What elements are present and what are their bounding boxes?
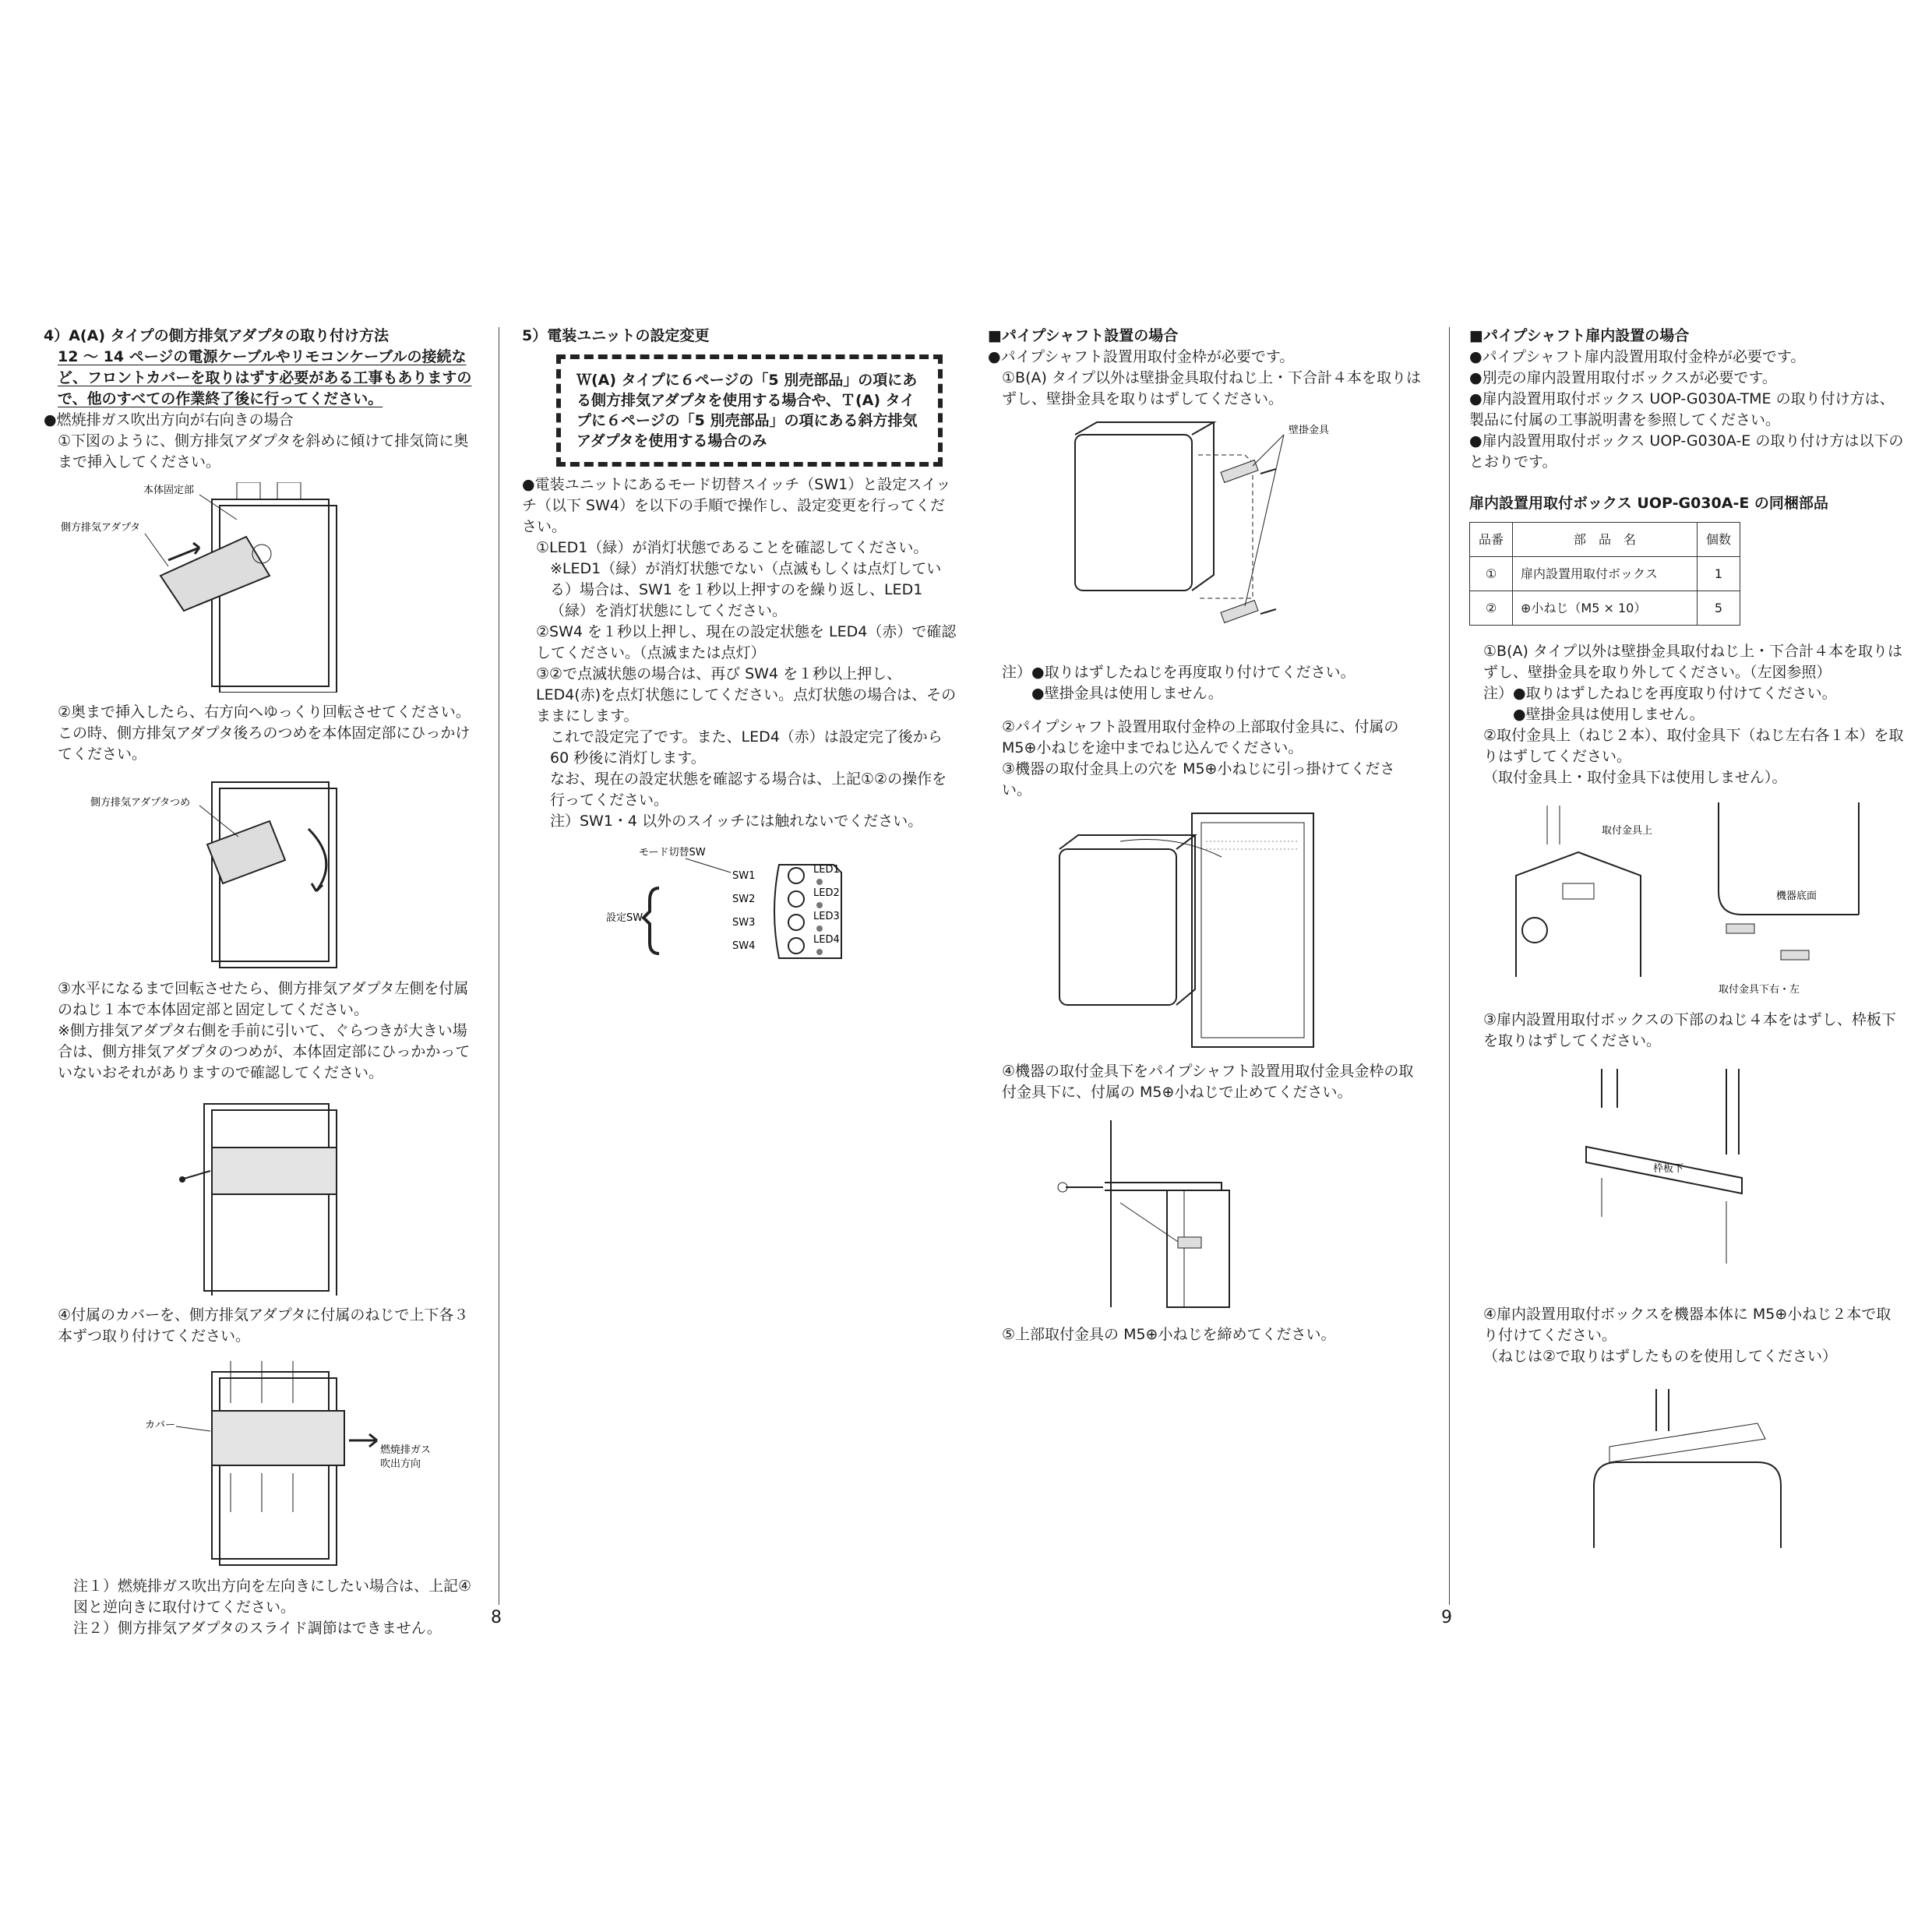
fig4-label-direction: 吹出方向 xyxy=(380,1458,421,1470)
table-header: 品番 xyxy=(1470,523,1513,557)
fig-label-frame-plate: 枠板下 xyxy=(1653,1163,1684,1175)
table-row xyxy=(1470,557,1740,591)
step-4: ④付属のカバーを、側方排気アダプタに付属のねじで上下各３本ずつ取り付けてください。 xyxy=(58,1306,469,1345)
step-2: ②取付金具上（ねじ２本）、取付金具下（ねじ左右各１本）を取りはずしてください。 xyxy=(1483,727,1904,765)
sw3-button xyxy=(788,915,804,930)
led4-label: LED4 xyxy=(813,934,840,946)
step-4-note: （ねじは②で取りはずしたものを使用してください） xyxy=(1483,1348,1838,1365)
para-3: ●扉内設置用取付ボックス UOP-G030A-TME の取り付け方は、製品に付属の工事説明書を参照してください。 xyxy=(1469,390,1895,428)
step-1-note: ※LED1（緑）が消灯状態でない（点滅もしくは点灯している）場合は、SW1 を１秒以上押すのを繰り返し、LED1（緑）を消灯状態にしてください。 xyxy=(550,560,942,619)
para-1: ●パイプシャフト設置用取付金枠が必要です。 xyxy=(988,348,1295,365)
table-cell: ⊕小ねじ（M5 × 10） xyxy=(1513,591,1698,626)
step-1: ①B(A) タイプ以外は壁掛金具取付ねじ上・下合計４本を取りはずし、壁掛金具を取り外してください。（左図参照） xyxy=(1483,643,1902,681)
fig-label-bottom-bracket: 取付金具下右・左 xyxy=(1719,984,1800,996)
sw4-label: SW4 xyxy=(732,940,756,952)
bottom-fix-figure xyxy=(988,1112,1424,1315)
step-1-note-2: ●壁掛金具は使用しません。 xyxy=(1513,706,1705,723)
bracket-remove-figure xyxy=(1469,798,1906,1000)
table-header-row xyxy=(1470,523,1740,557)
switch-led-figure xyxy=(522,841,958,974)
mode-switch-label: モード切替SW xyxy=(639,847,706,858)
fig2-label: 側方排気アダプタつめ xyxy=(90,797,191,809)
sw2-button xyxy=(788,891,804,907)
table-row xyxy=(1470,591,1740,626)
sw1-label: SW1 xyxy=(732,870,756,882)
column-4 xyxy=(1469,326,1906,1565)
table-cell: ② xyxy=(1470,591,1513,626)
note-1: 注）●取りはずしたねじを再度取り付けてください。 xyxy=(1002,664,1356,681)
warning-text: 12 ～ 14 ページの電源ケーブルやリモコンケーブルの接続など、フロントカバーを取りはずす必要がある工事もありますので、他のすべての作業終了後に行ってください。 xyxy=(58,348,472,407)
fig4-label-gas: 燃焼排ガス xyxy=(380,1444,432,1456)
led1-icon xyxy=(816,879,823,885)
section-title: 5）電装ユニットの設定変更 xyxy=(522,327,710,344)
frame-plate-figure xyxy=(1469,1061,1906,1295)
section-title: ■パイプシャフト設置の場合 xyxy=(988,327,1179,344)
table-cell: 5 xyxy=(1698,591,1740,626)
table-cell: 1 xyxy=(1698,557,1740,591)
box-attach-figure xyxy=(1469,1377,1906,1556)
step-2: ②パイプシャフト設置用取付金枠の上部取付金具に、付属の M5⊕小ねじを途中までねじ込んでください。 xyxy=(1002,718,1399,756)
table-header: 部 品 名 xyxy=(1513,523,1698,557)
fig-label-top-bracket: 取付金具上 xyxy=(1602,825,1653,837)
column-2 xyxy=(522,326,958,983)
step-1: ①LED1（緑）が消灯状態であることを確認してください。 xyxy=(536,539,929,556)
step-4: ④扉内設置用取付ボックスを機器本体に M5⊕小ねじ２本で取り付けてください。 xyxy=(1483,1306,1891,1344)
adapter-rotate-figure xyxy=(44,774,474,969)
step-2-note: （取付金具上・取付金具下は使用しません）。 xyxy=(1483,769,1787,786)
step-3: ③水平になるまで回転させたら、側方排気アダプタ左側を付属のねじ１本で本体固定部と固定してください。 xyxy=(58,980,469,1018)
fig4-label-cover: カバー xyxy=(145,1419,176,1431)
step-3: ③②で点滅状態の場合は、再び SW4 を１秒以上押し、LED4(赤)を点灯状態にしてください。点灯状態の場合は、そのままにします。 xyxy=(536,665,957,724)
hang-unit-figure xyxy=(988,810,1424,1052)
led1-label: LED1 xyxy=(813,864,840,876)
adapter-fix-figure xyxy=(44,1093,474,1296)
notice-box: Ｗ(A) タイプに６ページの「5 別売部品」の項にある側方排気アダプタを使用する場合や、Ｔ(A) タイプに６ページの「5 別売部品」の項にある斜方排気アダプタを使用する場合のみ xyxy=(556,354,943,467)
step-3-check: なお、現在の設定状態を確認する場合は、上記①②の操作を行ってください。 xyxy=(550,770,947,809)
step-3-caution: 注）SW1・4 以外のスイッチには触れないでください。 xyxy=(550,813,923,830)
step-1-note-1: 注）●取りはずしたねじを再度取り付けてください。 xyxy=(1483,685,1837,702)
sw3-label: SW3 xyxy=(732,917,756,929)
fig-label-wall-bracket: 壁掛金具 xyxy=(1289,425,1330,436)
wall-bracket-figure xyxy=(988,419,1424,653)
intro-text: ●電装ユニットにあるモード切替スイッチ（SW1）と設定スイッチ（以下 SW4）を以下の手順で操作し、設定変更を行ってください。 xyxy=(522,476,951,535)
step-4: ④機器の取付金具下をパイプシャフト設置用取付金具金枠の取付金具下に、付属の M5⊕小ねじで止めてください。 xyxy=(1002,1063,1414,1101)
step-5: ⑤上部取付金具の M5⊕小ねじを締めてください。 xyxy=(1002,1326,1336,1343)
setting-switch-label: 設定SW xyxy=(606,912,643,924)
case-text: ●燃焼排ガス吹出方向が右向きの場合 xyxy=(44,411,294,428)
fig-label-unit-bottom: 機器底面 xyxy=(1776,890,1817,902)
fig1-label-body: 本体固定部 xyxy=(143,485,195,496)
section-title: 4）A(A) タイプの側方排気アダプタの取り付け方法 xyxy=(44,327,390,344)
para-2: ●別売の扉内設置用取付ボックスが必要です。 xyxy=(1469,369,1777,386)
step-3-complete: これで設定完了です。また、LED4（赤）は設定完了後から 60 秒後に消灯します。 xyxy=(550,728,943,767)
step-3: ③扉内設置用取付ボックスの下部のねじ４本をはずし、枠板下を取りはずしてください。 xyxy=(1483,1011,1896,1049)
led2-icon xyxy=(816,902,823,908)
column-1 xyxy=(44,326,474,1639)
led2-label: LED2 xyxy=(813,887,840,899)
sw4-button xyxy=(788,938,804,954)
step-1: ①下図のように、側方排気アダプタを斜めに傾けて排気筒に奥まで挿入してください。 xyxy=(58,432,469,471)
step-2: ②SW4 を１秒以上押し、現在の設定状態を LED4（赤）で確認してください。（点滅または点灯） xyxy=(536,623,957,661)
note-1: 注１）燃焼排ガス吹出方向を左向きにしたい場合は、上記④図と逆向きに取付けてください。 xyxy=(73,1578,472,1616)
column-divider-2 xyxy=(1449,327,1450,1605)
fig1-label-adapter: 側方排気アダプタ xyxy=(61,522,141,534)
para-4: ●扉内設置用取付ボックス UOP-G030A-E の取り付け方は以下のとおりです。 xyxy=(1469,432,1904,471)
step-1: ①B(A) タイプ以外は壁掛金具取付ねじ上・下合計４本を取りはずし、壁掛金具を取りはずしてください。 xyxy=(1002,369,1421,407)
adapter-insert-figure xyxy=(44,482,474,693)
step-3: ③機器の取付金具上の穴を M5⊕小ねじに引っ掛けてください。 xyxy=(1002,760,1395,799)
page-number-left: 8 xyxy=(491,1608,502,1627)
note-2: ●壁掛金具は使用しません。 xyxy=(1031,685,1223,702)
led4-icon xyxy=(816,949,823,955)
page-number-right: 9 xyxy=(1441,1608,1452,1627)
led3-icon xyxy=(816,925,823,932)
step-3-note: ※側方排気アダプタ右側を手前に引いて、ぐらつきが大きい場合は、側方排気アダプタのつめが、本体固定部にひっかかっていないおそれがありますので確認してください。 xyxy=(58,1022,471,1081)
section-title: ■パイプシャフト扉内設置の場合 xyxy=(1469,327,1690,344)
table-cell: ① xyxy=(1470,557,1513,591)
step-2: ②奥まで挿入したら、右方向へゆっくり回転させてください。この時、側方排気アダプタ後ろのつめを本体固定部にひっかけてください。 xyxy=(58,703,471,763)
note-2: 注２）側方排気アダプタのスライド調節はできません。 xyxy=(73,1620,442,1637)
table-header: 個数 xyxy=(1698,523,1740,557)
table-title: 扉内設置用取付ボックス UOP-G030A-E の同梱部品 xyxy=(1469,495,1828,512)
table-cell: 扉内設置用取付ボックス xyxy=(1513,557,1698,591)
sw1-button xyxy=(788,868,804,883)
column-3 xyxy=(988,326,1424,1345)
para-1: ●パイプシャフト扉内設置用取付金枠が必要です。 xyxy=(1469,348,1806,365)
sw2-label: SW2 xyxy=(732,894,756,905)
parts-table xyxy=(1469,522,1740,626)
cover-attach-figure xyxy=(44,1356,474,1567)
led3-label: LED3 xyxy=(813,911,840,922)
